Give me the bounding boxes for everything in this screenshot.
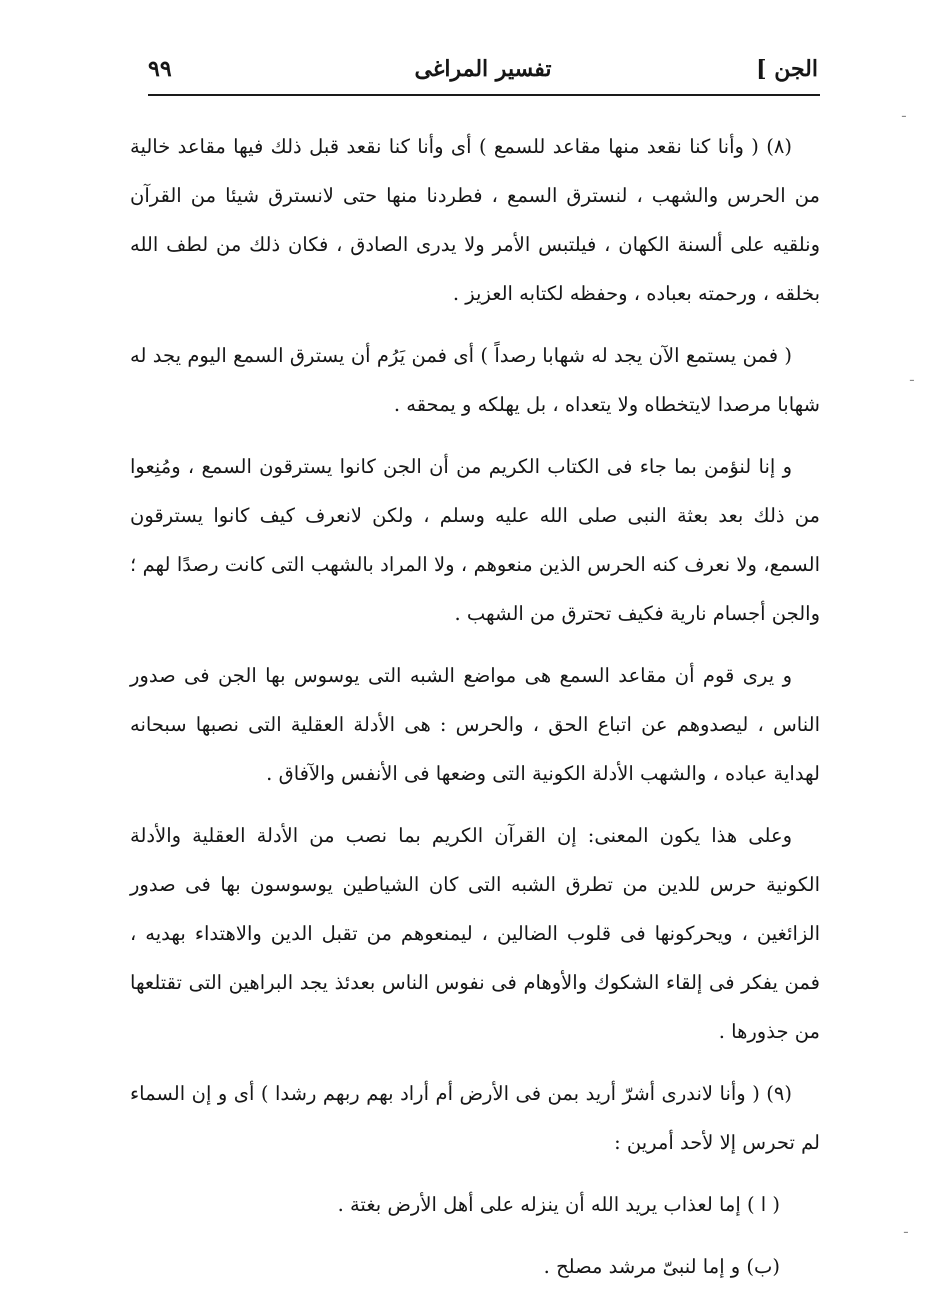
scan-speck: ـ	[902, 106, 906, 121]
list-item-a: ( ا ) إما لعذاب يريد الله أن ينزله على أهل الأرض بغتة .	[337, 1193, 780, 1216]
paragraph-opinion: و يرى قوم أن مقاعد السمع هى مواضع الشبه التى يوسوس بها الجن فى صدور الناس ، ليصدوهم عن اتباع الحق ، والحرس : هى الأدلة العقلية التى نصبها سبحانه لهداية عباده ، والشهب الأدلة الكونية التى وضعها فى الأنفس والآفاق .	[130, 664, 820, 785]
paragraph-verse-8: (٨) ( وأنا كنا نقعد منها مقاعد للسمع ) أى وأنا كنا نقعد قبل ذلك فيها مقاعد خالية من الحرس والشهب ، لنسترق السمع ، فطردنا منها حتى لانسترق شيئا من القرآن ونلقيه على ألسنة الكهان ، فيلتبس الأمر ولا يدرى الصادق ، فكان ذلك من لطف الله بخلقه ، ورحمته بعباده ، وحفظه لكتابه العزيز .	[130, 135, 820, 305]
list-item-b: (ب) و إما لنبىّ مرشد مصلح .	[543, 1255, 780, 1278]
page-number: ٩٩	[148, 56, 172, 82]
scan-speck: ـ	[910, 370, 914, 385]
header-divider	[148, 94, 820, 96]
chapter-name: الجن ]	[756, 56, 818, 82]
paragraph-listener: ( فمن يستمع الآن يجد له شهابا رصداً ) أى فمن يَرُم أن يسترق السمع اليوم يجد له شهابا مرصدا لايتخطاه ولا يتعداه ، بل يهلكه و يمحقه .	[130, 344, 820, 416]
scan-speck: ـ	[904, 1222, 908, 1237]
body-text	[130, 122, 820, 1304]
paragraph-verse-9: (٩) ( وأنا لاندرى أشرّ أريد بمن فى الأرض أم أراد بهم ربهم رشدا ) أى و إن السماء لم تحرس إلا لأحد أمرين :	[130, 1082, 820, 1154]
paragraph-belief: و إنا لنؤمن بما جاء فى الكتاب الكريم من أن الجن كانوا يسترقون السمع ، ومُنِعوا من ذلك بعد بعثة النبى صلى الله عليه وسلم ، ولكن لانعرف كيف كانوا يسترقون السمع، ولا نعرف كنه الحرس الذين منعوهم ، ولا المراد بالشهب التى كانت رصدًا لهم ؛ والجن أجسام نارية فكيف تحترق من الشهب .	[130, 455, 820, 625]
book-title: تفسير المراغى	[414, 56, 552, 82]
page-header	[148, 52, 818, 94]
paragraph-meaning: وعلى هذا يكون المعنى: إن القرآن الكريم بما نصب من الأدلة العقلية والأدلة الكونية حرس للدين من تطرق الشبه التى كان الشياطين يوسوسون بها فى صدور الزائغين ، ويحركونها فى قلوب الضالين ، ليمنعوهم من تقبل الدين والاهتداء بهديه ، فمن يفكر فى إلقاء الشكوك والأوهام فى نفوس الناس بعدئذ يجد البراهين التى تقتلعها من جذورها .	[130, 824, 820, 1043]
